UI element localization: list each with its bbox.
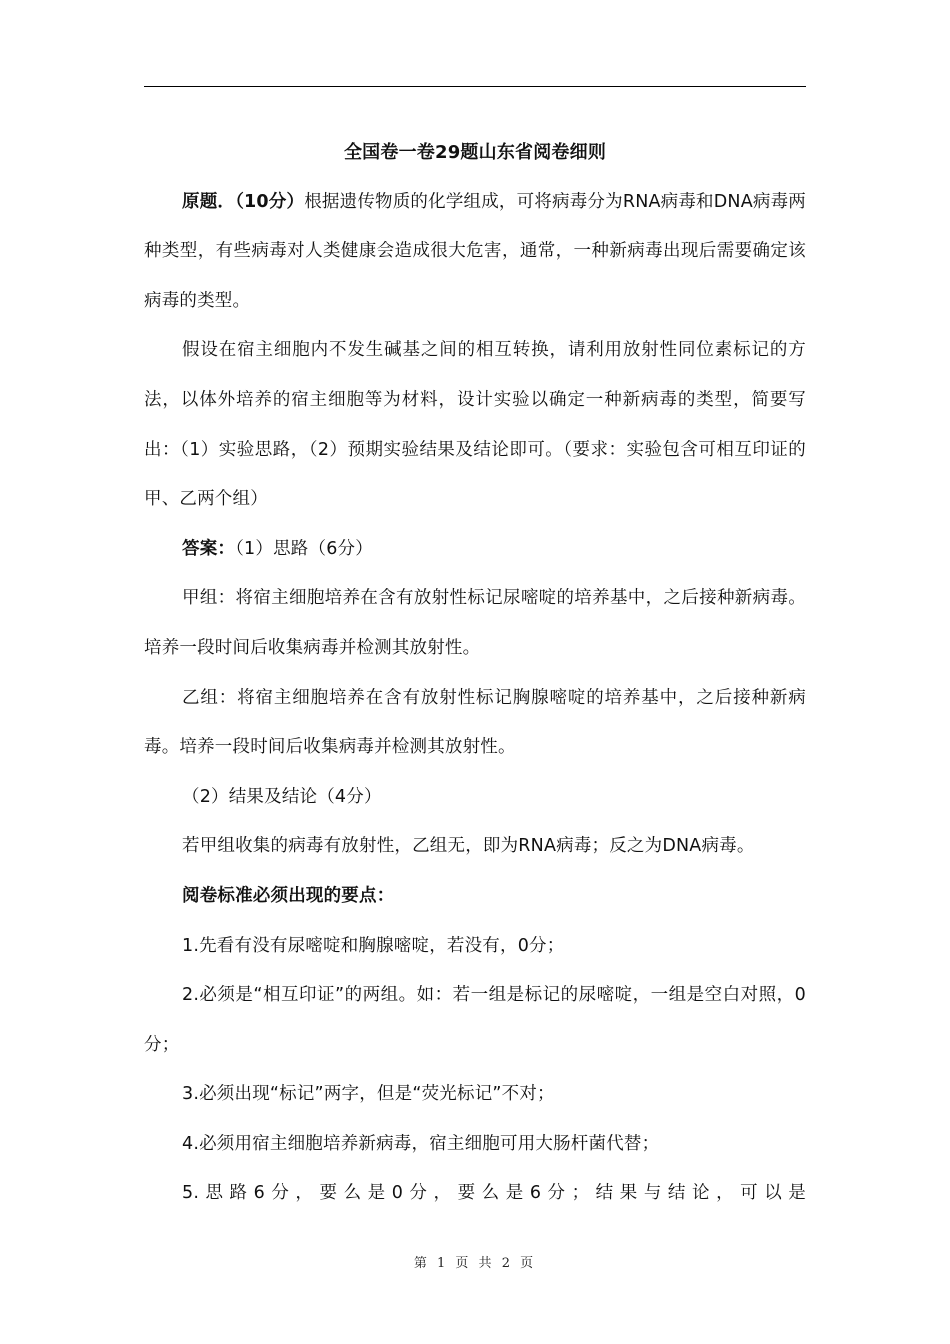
criteria-item-2: 2.必须是“相互印证”的两组。如：若一组是标记的尿嘧啶，一组是空白对照，0分；: [144, 985, 806, 1055]
question-paragraph-2: 假设在宿主细胞内不发生碱基之间的相互转换，请利用放射性同位素标记的方法，以体外培养的宿主细胞等为材料，设计实验以确定一种新病毒的类型，简要写出：（1）实验思路，（2）预期实验结果及结论即可。（要求：实验包含可相互印证的甲、乙两个组）: [144, 340, 806, 510]
answer-conclusion: 若甲组收集的病毒有放射性，乙组无，即为RNA病毒；反之为DNA病毒。: [182, 836, 755, 857]
criteria-item-5: 5.思路6分，要么是0分，要么是6分；结果与结论，可以是: [182, 1183, 806, 1204]
document-title: 全国卷一卷29题山东省阅卷细则: [343, 142, 607, 163]
criteria-item-4: 4.必须用宿主细胞培养新病毒，宿主细胞可用大肠杆菌代替；: [182, 1133, 660, 1154]
criteria-item-1: 1.先看有没有尿嘧啶和胸腺嘧啶，若没有，0分；: [182, 935, 565, 956]
answer-part2-heading: （2）结果及结论（4分）: [182, 786, 382, 807]
answer-group-a: 甲组：将宿主细胞培养在含有放射性标记尿嘧啶的培养基中，之后接种新病毒。培养一段时间后收集病毒并检测其放射性。: [144, 588, 806, 658]
answer-label: 答案：: [182, 538, 236, 559]
criteria-item-3: 3.必须出现“标记”两字，但是“荧光标记”不对；: [182, 1084, 555, 1105]
page-footer: 第 1 页 共 2 页: [413, 1256, 537, 1271]
header-rule: [144, 86, 806, 87]
question-paragraph: [144, 178, 806, 327]
question-text-1: 根据遗传物质的化学组成，可将病毒分为RNA病毒和DNA病毒两种类型，有些病毒对人类健康会造成很大危害，通常，一种新病毒出现后需要确定该病毒的类型。: [144, 191, 807, 311]
question-label: 原题．（10分）: [182, 191, 305, 212]
answer-group-b: 乙组：将宿主细胞培养在含有放射性标记胸腺嘧啶的培养基中，之后接种新病毒。培养一段时间后收集病毒并检测其放射性。: [144, 687, 806, 758]
answer-part1-heading: （1）思路（6分）: [235, 538, 373, 559]
answer-paragraph: [144, 525, 806, 575]
document-body: [144, 128, 806, 1219]
criteria-heading: 阅卷标准必须出现的要点：: [182, 885, 395, 906]
